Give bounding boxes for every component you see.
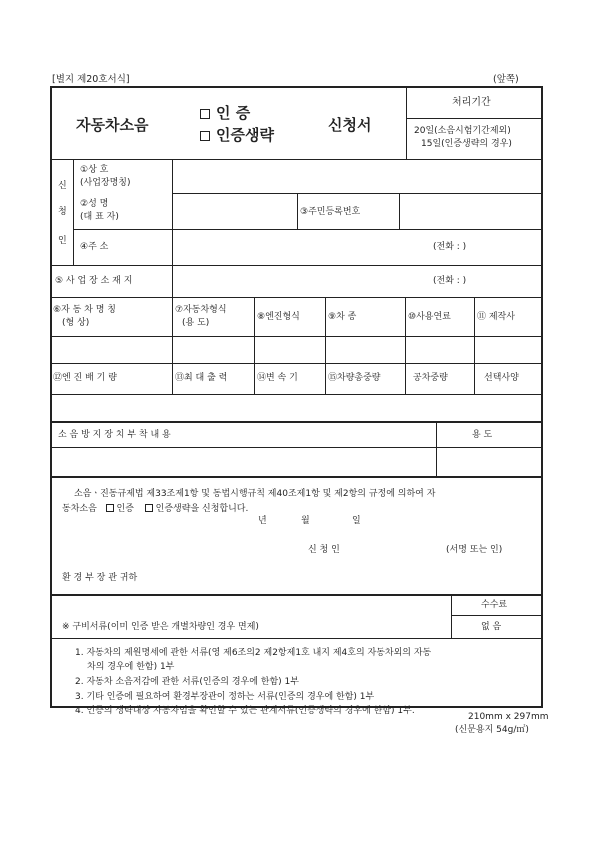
- statement-line-1: 소음ㆍ진동규제법 제33조제1항 및 동법시행규칙 제40조제1항 및 제2항의 규정에 의하여 자: [74, 489, 436, 499]
- manufacturer-label: ⑪ 제작사: [477, 312, 515, 322]
- processing-period-1: 20일(소음시험기간제외): [414, 126, 511, 136]
- date-year: 년: [258, 516, 267, 526]
- noise-use-label: 용 도: [472, 430, 493, 440]
- site-location-label: ⑤ 사 업 장 소 재 지: [55, 276, 133, 286]
- fuel-label: ⑩사용연료: [408, 312, 451, 322]
- required-docs-title: ※ 구비서류(이미 인증 받은 개별차량인 경우 면제): [62, 622, 259, 632]
- vehicle-use-label: (용 도): [182, 318, 210, 328]
- site-location-field[interactable]: [174, 267, 540, 296]
- company-sublabel: (사업장명칭): [80, 178, 131, 188]
- address-field[interactable]: [174, 231, 540, 264]
- address-phone: (전화 : ): [433, 242, 467, 252]
- processing-period-label: 처리기간: [452, 97, 491, 108]
- page-side: (앞쪽): [493, 74, 519, 85]
- company-label: ①상 호: [80, 165, 109, 175]
- vehicle-model-label: ⑦자동차형식: [175, 305, 227, 315]
- doc-item-1-cont: 차의 경우에 한함) 1부: [87, 662, 175, 672]
- gross-weight-label: ⑮차량총중량: [328, 373, 381, 383]
- checkbox-icon[interactable]: [106, 504, 114, 512]
- checkbox-icon[interactable]: [145, 504, 153, 512]
- form-number: [별지 제20호서식]: [52, 74, 130, 85]
- noise-device-label: 소 음 방 지 장 치 부 착 내 용: [58, 430, 171, 440]
- name-sublabel: (대 표 자): [80, 212, 119, 222]
- address-label: ④주 소: [80, 242, 109, 252]
- resident-number-label: ③주민등록번호: [300, 207, 361, 217]
- paper-size: 210mm x 297mm: [468, 712, 549, 722]
- applicant-char-3: 인: [58, 236, 67, 246]
- vehicle-shape-label: (형 상): [62, 318, 90, 328]
- title-left: 자동차소음: [76, 116, 149, 134]
- processing-period-2: 15일(인증생략의 경우): [421, 139, 512, 149]
- noise-use-field[interactable]: [438, 449, 540, 475]
- checkbox-icon[interactable]: [200, 131, 210, 141]
- date-month: 월: [301, 516, 310, 526]
- doc-item-4: 4. 인증의 생략대상 자동차임을 확인할 수 있는 관계서류(인증생략의 경우에 한함) 1부.: [75, 706, 415, 716]
- curb-weight-label: 공차중량: [413, 373, 448, 383]
- engine-type-label: ⑧엔진형식: [257, 312, 300, 322]
- applicant-sign-label: 신 청 인: [308, 545, 340, 555]
- name-label: ②성 명: [80, 199, 109, 209]
- options-label: 선택사양: [484, 373, 519, 383]
- checkbox-icon[interactable]: [200, 109, 210, 119]
- statement-line-2: 동차소음 인증 인증생략을 신청합니다.: [62, 504, 249, 514]
- fee-label: 수수료: [481, 600, 508, 610]
- displacement-label: ⑫엔 진 배 기 량: [53, 373, 117, 383]
- doc-item-2: 2. 자동차 소음저감에 관한 서류(인증의 경우에 한함) 1부: [75, 677, 299, 687]
- resident-number-field[interactable]: [401, 195, 540, 228]
- option-omit[interactable]: 인증생략: [200, 126, 274, 145]
- noise-device-field[interactable]: [52, 449, 435, 475]
- applicant-char-1: 신: [58, 181, 67, 191]
- fee-value: 없 음: [481, 622, 502, 632]
- addressee: 환 경 부 장 관 귀하: [62, 573, 138, 583]
- doc-item-1: 1. 자동차의 제원명세에 관한 서류(영 제6조의2 제2항제1호 내지 제4호의 자동차외의 자동: [75, 648, 432, 658]
- vehicle-name-label: ⑥자 동 차 명 칭: [53, 305, 116, 315]
- transmission-label: ⑭변 속 기: [257, 373, 298, 383]
- company-field[interactable]: [174, 161, 540, 192]
- representative-field[interactable]: [174, 195, 295, 228]
- option-certify[interactable]: 인 증: [200, 104, 250, 123]
- signature-label: (서명 또는 인): [446, 545, 503, 555]
- site-phone: (전화 : ): [433, 276, 467, 286]
- vehicle-class-label: ⑨차 종: [328, 312, 357, 322]
- applicant-char-2: 청: [58, 207, 67, 217]
- max-output-label: ⑬최 대 출 력: [175, 373, 228, 383]
- date-day: 일: [352, 516, 361, 526]
- paper-type: (신문용지 54g/㎡): [455, 725, 529, 735]
- title-right: 신청서: [328, 116, 372, 134]
- doc-item-3: 3. 기타 인증에 필요하여 환경부장관이 정하는 서류(인증의 경우에 한함) 1부: [75, 692, 375, 702]
